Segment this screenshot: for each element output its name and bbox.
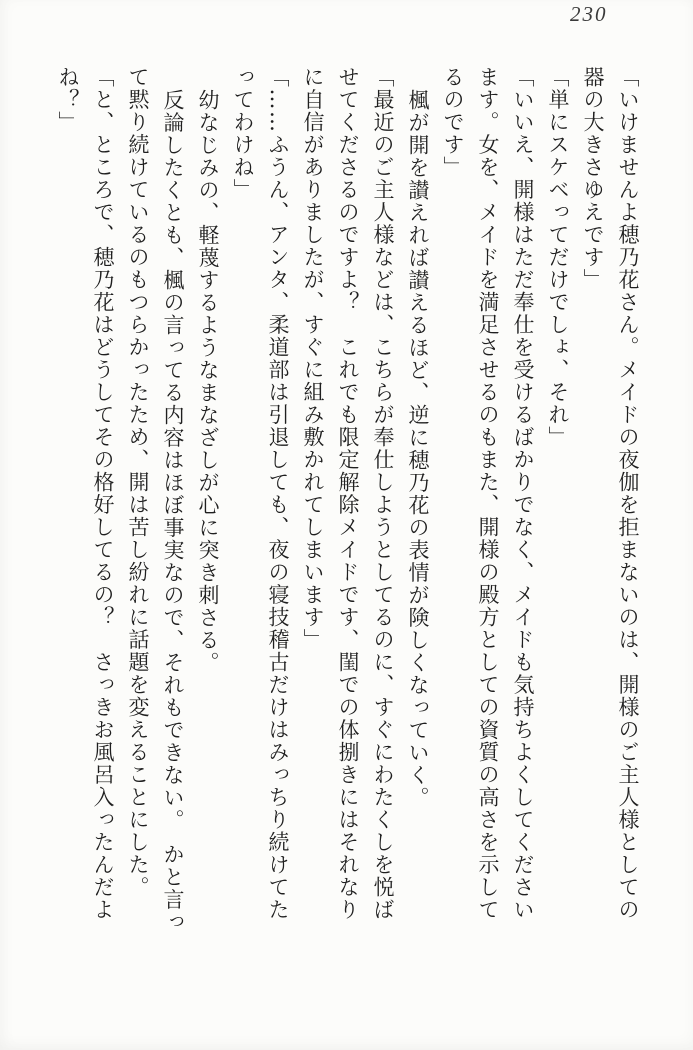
text-line-11: 「……ふうん、アンタ、柔道部は引退しても、夜の寝技稽古だけはみっちり続けてた [266,66,290,921]
text-line-15: て黙り続けているのもつらかったため、開は苦し紛れに話題を変えることにした。 [126,66,150,899]
page-text-vertical [50,66,645,966]
text-line-12: ってわけね」 [231,66,255,201]
text-line-1: 「いけませんよ穂乃花さん。メイドの夜伽を拒まないのは、開様のご主人様としての [616,66,640,921]
text-line-5: ます。女を、メイドを満足させるのもまた、開様の殿方としての資質の高さを示して [476,66,500,921]
text-line-17: ね？」 [56,66,80,134]
text-line-8: 「最近のご主人様などは、こちらが奉仕しようとしてるのに、すぐにわたくしを悦ば [371,66,395,921]
text-line-7: 楓が開を讃えれば讃えるほど、逆に穂乃花の表情が険しくなっていく。 [406,89,430,809]
text-line-6: るのです」 [441,66,465,179]
text-line-9: せてくださるのですよ？ これでも限定解除メイドです、閨での体捌きにはそれなり [336,66,360,921]
text-line-16: 「と、ところで、穂乃花はどうしてその格好してるの？ さっきお風呂入ったんだよ [91,66,115,921]
text-line-3: 「単にスケベってだけでしょ、それ」 [546,66,570,449]
page-number: 230 [570,2,608,26]
text-line-10: に自信がありましたが、すぐに組み敷かれてしまいます」 [301,66,325,651]
text-line-2: 器の大きさゆえです」 [581,66,605,291]
text-line-14: 反論したくとも、楓の言ってる内容はほぼ事実なので、それもできない。 かと言っ [161,89,185,934]
text-line-4: 「いいえ、開様はただ奉仕を受けるばかりでなく、メイドも気持ちよくしてください [511,66,535,921]
text-line-13: 幼なじみの、軽蔑するようなまなざしが心に突き刺さる。 [196,89,220,674]
